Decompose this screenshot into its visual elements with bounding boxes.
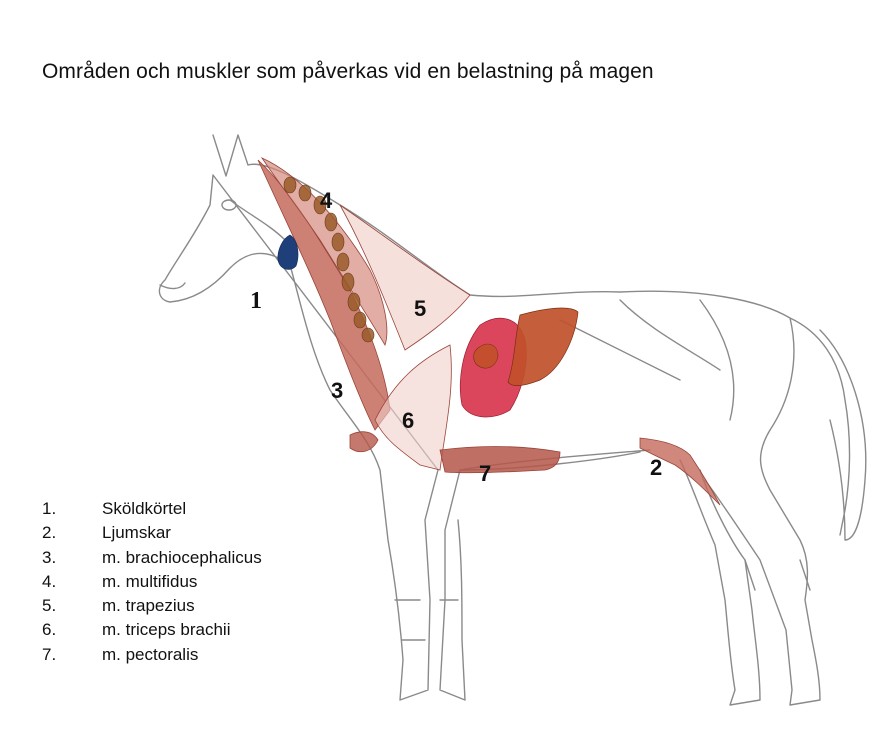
page-title: Områden och muskler som påverkas vid en belastning på magen [42,60,654,83]
legend-item: 7. m. pectoralis [42,644,199,664]
tail-outline [820,330,866,540]
label-3: 3 [331,378,344,403]
pectoralis-muscle [440,446,560,472]
horse-outline [159,135,849,705]
thyroid-gland [278,235,298,269]
legend-item: 4. m. multifidus [42,571,198,591]
label-6: 6 [402,408,415,433]
organ-brown [508,308,578,386]
legend-item: 3. m. brachiocephalicus [42,547,262,567]
legend-item: 5. m. trapezius [42,596,195,616]
label-2: 2 [650,455,663,480]
legend-item: 6. m. triceps brachii [42,620,231,640]
legend-item: 2. Ljumskar [42,523,171,543]
legend-item: 1. Sköldkörtel [42,499,187,518]
label-1: 1 [250,288,262,314]
label-5: 5 [414,296,427,321]
legend [42,497,262,667]
label-4: 4 [320,188,333,213]
label-7: 7 [479,461,492,486]
